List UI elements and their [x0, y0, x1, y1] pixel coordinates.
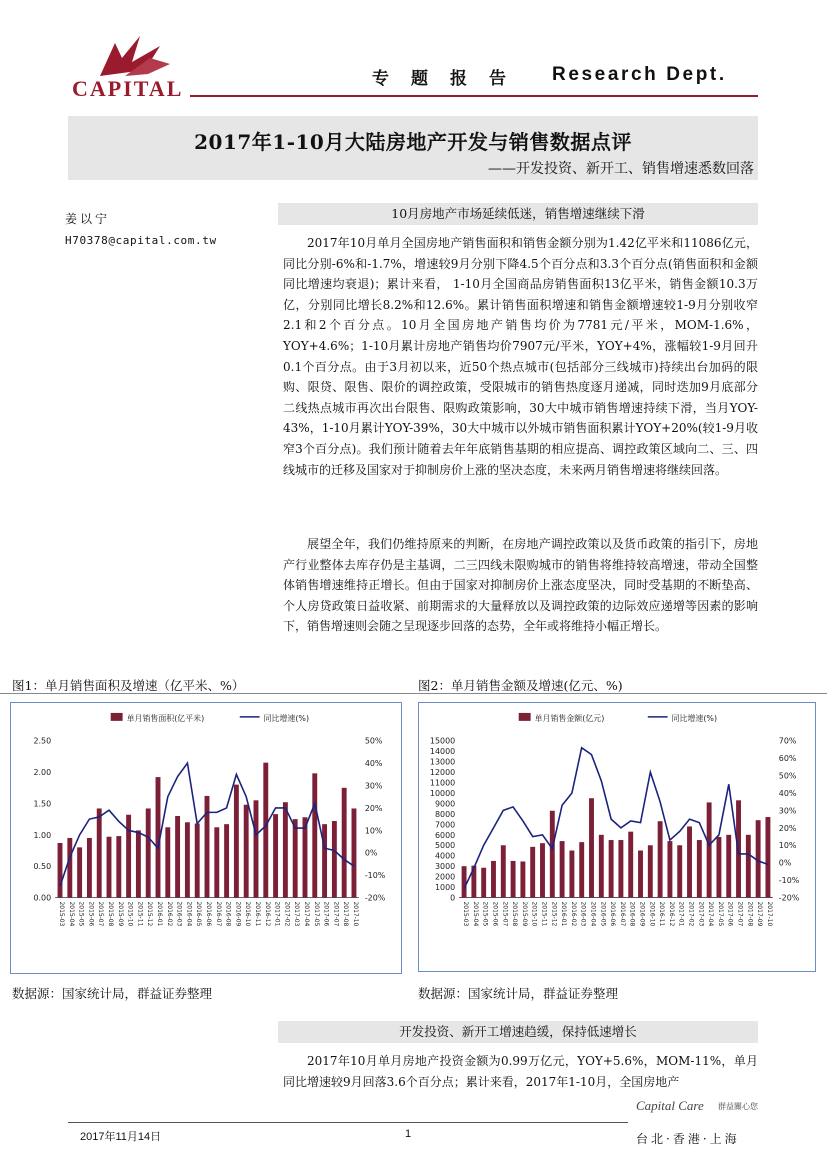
- bar: [638, 850, 643, 897]
- bar: [511, 861, 516, 898]
- y-tick-left: 12000: [429, 768, 456, 778]
- x-tick-label: 2016-01: [156, 901, 164, 927]
- x-tick-label: 2016-05: [599, 901, 607, 927]
- legend-label-line: 同比增速(%): [263, 713, 310, 723]
- bar: [618, 840, 623, 898]
- bar: [677, 845, 682, 897]
- y-tick-left: 5000: [435, 841, 456, 851]
- x-tick-label: 2017-10: [765, 901, 773, 927]
- x-tick-label: 2015-12: [550, 901, 558, 927]
- bar: [501, 845, 506, 897]
- x-tick-label: 2015-08: [511, 901, 519, 927]
- x-tick-label: 2017-10: [351, 901, 359, 927]
- y-tick-right: 30%: [364, 781, 383, 791]
- bar: [540, 843, 545, 897]
- x-tick-label: 2016-10: [244, 901, 252, 927]
- x-tick-label: 2015-10: [126, 901, 134, 927]
- bar: [283, 802, 288, 897]
- y-tick-right: -20%: [778, 893, 800, 903]
- x-tick-label: 2017-05: [312, 901, 320, 927]
- y-tick-left: 3000: [435, 862, 456, 872]
- x-tick-label: 2016-12: [667, 901, 675, 927]
- footer-brand: Capital Care: [636, 1098, 704, 1113]
- bar: [462, 866, 467, 897]
- bar: [116, 836, 121, 897]
- body-paragraph: 2017年10月单月房地产投资金额为0.99万亿元，YOY+5.6%，MOM-11%，单月同比增速较9月回落3.6个百分点；累计来看，2017年1-10月，全国房地产: [283, 1054, 758, 1089]
- growth-line: [464, 748, 768, 889]
- x-tick-label: 2015-11: [540, 901, 548, 927]
- x-tick-label: 2015-07: [97, 901, 105, 927]
- y-tick-right: -10%: [778, 876, 800, 886]
- x-tick-label: 2017-04: [707, 901, 715, 927]
- bar: [332, 821, 337, 898]
- y-tick-left: 1000: [435, 883, 456, 893]
- x-tick-label: 2016-07: [618, 901, 626, 927]
- bar: [697, 840, 702, 898]
- y-tick-right: 60%: [778, 754, 797, 764]
- x-tick-label: 2016-02: [165, 901, 173, 927]
- bar: [273, 814, 278, 897]
- y-tick-left: 0: [450, 893, 456, 903]
- bar: [126, 815, 131, 898]
- y-tick-left: 7000: [435, 820, 456, 830]
- figure-caption: 图1：单月销售面积及增速（亿平米、%）: [12, 678, 245, 693]
- x-tick-label: 2016-12: [263, 901, 271, 927]
- bar: [312, 773, 317, 897]
- y-tick-right: -20%: [364, 893, 386, 903]
- y-tick-left: 10000: [429, 788, 456, 798]
- footer-cities: 台北·香港·上海: [636, 1132, 740, 1146]
- chart-sales-area: [10, 702, 402, 974]
- bar: [599, 835, 604, 898]
- x-tick-label: 2016-11: [253, 901, 261, 927]
- y-tick-left: 1.00: [33, 830, 52, 840]
- research-dept-label: Research Dept.: [552, 64, 727, 85]
- section-heading: 开发投资、新开工增速趋缓，保持低速增长: [278, 1021, 758, 1043]
- x-tick-label: 2016-10: [648, 901, 656, 927]
- y-tick-right: 10%: [778, 841, 797, 851]
- x-tick-label: 2015-06: [87, 901, 95, 927]
- x-tick-label: 2016-05: [195, 901, 203, 927]
- bar: [293, 819, 298, 897]
- x-tick-label: 2015-07: [501, 901, 509, 927]
- x-tick-label: 2017-06: [726, 901, 734, 927]
- report-title: 2017年1-10月大陆房地产开发与销售数据点评: [194, 130, 632, 154]
- x-tick-label: 2015-11: [136, 901, 144, 927]
- chart-sales-amount: [418, 702, 816, 972]
- bar: [205, 796, 210, 898]
- y-tick-right: -10%: [364, 871, 386, 881]
- x-tick-label: 2016-06: [609, 901, 617, 927]
- author-email[interactable]: H70378@capital.com.tw: [65, 234, 217, 247]
- y-tick-left: 6000: [435, 830, 456, 840]
- bar: [609, 840, 614, 898]
- report-type-label: 专题报告: [372, 69, 528, 89]
- footer-brand-cn: 群益關心您: [718, 1102, 758, 1111]
- bar: [352, 808, 357, 897]
- legend-label-bars: 单月销售面积(亿平米): [126, 713, 205, 723]
- y-tick-right: 50%: [364, 736, 383, 746]
- bar: [107, 837, 112, 898]
- y-tick-left: 0.50: [33, 862, 52, 872]
- bar: [765, 817, 770, 898]
- y-tick-right: 0%: [364, 848, 378, 858]
- bar: [97, 808, 102, 897]
- y-tick-right: 50%: [778, 771, 797, 781]
- bar: [707, 802, 712, 897]
- bar: [648, 845, 653, 897]
- x-tick-label: 2017-07: [736, 901, 744, 927]
- x-tick-label: 2015-12: [146, 901, 154, 927]
- report-subtitle: ——开发投资、新开工、销售增速悉数回落: [488, 161, 754, 177]
- bar: [244, 805, 249, 898]
- bar: [481, 868, 486, 898]
- y-tick-right: 20%: [778, 823, 797, 833]
- bar: [224, 824, 229, 897]
- x-tick-label: 2016-08: [628, 901, 636, 927]
- x-tick-label: 2017-07: [332, 901, 340, 927]
- bar: [667, 841, 672, 897]
- bar: [560, 841, 565, 897]
- x-tick-label: 2015-04: [67, 901, 75, 927]
- x-tick-label: 2016-03: [175, 901, 183, 927]
- y-tick-left: 4000: [435, 851, 456, 861]
- x-tick-label: 2017-04: [302, 901, 310, 927]
- y-tick-right: 10%: [364, 826, 383, 836]
- x-tick-label: 2017-05: [716, 901, 724, 927]
- y-tick-left: 9000: [435, 799, 456, 809]
- y-tick-left: 2.50: [33, 736, 52, 746]
- x-tick-label: 2015-08: [107, 901, 115, 927]
- x-tick-label: 2016-07: [214, 901, 222, 927]
- title-box: [68, 116, 758, 180]
- x-tick-label: 2017-06: [322, 901, 330, 927]
- x-tick-label: 2017-03: [293, 901, 301, 927]
- y-tick-left: 13000: [429, 757, 456, 767]
- x-tick-label: 2016-01: [560, 901, 568, 927]
- bar: [530, 847, 535, 898]
- bar: [716, 837, 721, 898]
- figure-source: 数据源：国家统计局，群益证券整理: [12, 986, 213, 1001]
- x-tick-label: 2017-01: [677, 901, 685, 927]
- bar: [214, 827, 219, 897]
- bar: [165, 827, 170, 897]
- x-tick-label: 2016-08: [224, 901, 232, 927]
- bar: [550, 811, 555, 898]
- bar: [146, 808, 151, 897]
- bar: [520, 861, 525, 897]
- x-tick-label: 2015-05: [77, 901, 85, 927]
- y-tick-left: 8000: [435, 809, 456, 819]
- section-heading: 10月房地产市场延续低迷，销售增速继续下滑: [278, 203, 758, 225]
- bar: [579, 842, 584, 897]
- y-tick-left: 14000: [429, 747, 456, 757]
- bar: [628, 832, 633, 898]
- bar: [569, 850, 574, 897]
- bar: [185, 822, 190, 897]
- x-tick-label: 2015-09: [520, 901, 528, 927]
- y-tick-left: 1.50: [33, 799, 52, 809]
- figure-source: 数据源：国家统计局，群益证券整理: [418, 986, 619, 1001]
- bar: [658, 821, 663, 897]
- bar: [136, 830, 141, 897]
- y-tick-right: 40%: [364, 759, 383, 769]
- legend-label-bars: 单月销售金额(亿元): [534, 713, 605, 723]
- bar: [195, 824, 200, 898]
- x-tick-label: 2017-02: [687, 901, 695, 927]
- author-name: 姜以宁: [65, 212, 111, 226]
- x-tick-label: 2016-11: [658, 901, 666, 927]
- bar: [67, 838, 72, 898]
- y-tick-right: 70%: [778, 736, 797, 746]
- bar: [254, 800, 259, 897]
- x-tick-label: 2015-10: [530, 901, 538, 927]
- x-tick-label: 2017-01: [273, 901, 281, 927]
- x-tick-label: 2016-09: [638, 901, 646, 927]
- y-tick-right: 40%: [778, 788, 797, 798]
- y-tick-right: 20%: [364, 803, 383, 813]
- header-rule: [190, 95, 758, 97]
- bar: [726, 835, 731, 898]
- bar: [77, 847, 82, 897]
- x-tick-label: 2016-03: [579, 901, 587, 927]
- bar: [322, 824, 327, 897]
- bar: [234, 785, 239, 898]
- x-tick-label: 2015-06: [491, 901, 499, 927]
- bar: [687, 826, 692, 897]
- bar: [746, 835, 751, 898]
- bar: [342, 788, 347, 898]
- x-tick-label: 2017-08: [342, 901, 350, 927]
- bar: [175, 816, 180, 898]
- y-tick-left: 15000: [429, 736, 456, 746]
- y-tick-right: 0%: [778, 858, 792, 868]
- x-tick-label: 2015-03: [462, 901, 470, 927]
- y-tick-left: 11000: [429, 778, 456, 788]
- bar: [87, 838, 92, 898]
- x-tick-label: 2017-09: [756, 901, 764, 927]
- bar: [303, 817, 308, 897]
- x-tick-label: 2016-06: [204, 901, 212, 927]
- x-tick-label: 2016-02: [569, 901, 577, 927]
- legend-label-line: 同比增速(%): [671, 713, 718, 723]
- body-paragraph: 展望全年，我们仍维持原来的判断，在房地产调控政策以及货币政策的指引下，房地产行业整体去库存仍是主基调，二三四线未限购城市的销售将维持较高增速，带动全国整体销售增速维持正增长。但由于国家对抑制房价上涨态度坚决，同时受基期的不断垫高、个人房贷政策日益收紧、前期需求的大量释放以及调控政策的边际效应递增等因素的影响下，销售增速则会随之呈现逐步回落的态势，全年或将维持小幅正增长。: [283, 537, 758, 634]
- bar: [58, 843, 63, 898]
- x-tick-label: 2015-05: [481, 901, 489, 927]
- legend-swatch-bars: [111, 713, 123, 721]
- bar: [491, 861, 496, 898]
- x-tick-label: 2015-03: [58, 901, 66, 927]
- x-tick-label: 2017-02: [283, 901, 291, 927]
- footer-rule: [68, 1122, 628, 1123]
- figure-rule: [0, 693, 827, 694]
- x-tick-label: 2016-09: [234, 901, 242, 927]
- page-number: 1: [405, 1128, 412, 1140]
- logo-text: CAPITAL: [72, 76, 184, 101]
- legend-swatch-bars: [519, 713, 531, 721]
- figure-caption: 图2：单月销售金额及增速(亿元、%): [418, 678, 623, 693]
- x-tick-label: 2015-04: [471, 901, 479, 927]
- x-tick-label: 2017-08: [746, 901, 754, 927]
- footer-date: 2017年11月14日: [80, 1131, 162, 1143]
- y-tick-left: 0.00: [33, 893, 52, 903]
- body-paragraph: 2017年10月单月全国房地产销售面积和销售金额分别为1.42亿平米和11086亿元，同比分别-6%和-1.7%，增速较9月分别下降4.5个百分点和3.3个百分点(销售面积和金额同比增速均衰退)；累计来看， 1-10月全国商品房销售面积13亿平米，销售金额10.3万亿，分别同比增长8.2%和12.6%。累计销售面积增速和销售金额增速较1-9月分别收窄2.1和2个百分点。10月全国房地产销售均价为7781元/平米，MOM-1.6%，YOY+4.6%；1-10月累计房地产销售均价7907元/平米，YOY+4%，涨幅较1-9月回升0.1个百分点。由于3月初以来，近50个热点城市(包括部分三线城市)持续出台加码的限购、限贷、限售、限价的调控政策，受限城市的销售热度逐月递减，同时迭加9月底部分二线热点城市再次出台限售、限购政策影响，30大中城市销售增速持续下滑，当月YOY-43%，1-10月累计YOY-39%，30大中城市以外城市销售面积累计YOY+20%(较1-9月收窄3个百分点)。我们预计随着去年年底销售基期的相应提高、调控政策区域向二、三、四线城市的迁移及国家对于抑制房价上涨的坚决态度，未来两月销售增速将继续回落。: [283, 236, 758, 477]
- x-tick-label: 2016-04: [185, 901, 193, 927]
- y-tick-left: 2.00: [33, 768, 52, 778]
- y-tick-left: 2000: [435, 872, 456, 882]
- x-tick-label: 2015-09: [116, 901, 124, 927]
- x-tick-label: 2017-03: [697, 901, 705, 927]
- bar: [263, 763, 268, 898]
- x-tick-label: 2016-04: [589, 901, 597, 927]
- y-tick-right: 30%: [778, 806, 797, 816]
- bar: [589, 798, 594, 897]
